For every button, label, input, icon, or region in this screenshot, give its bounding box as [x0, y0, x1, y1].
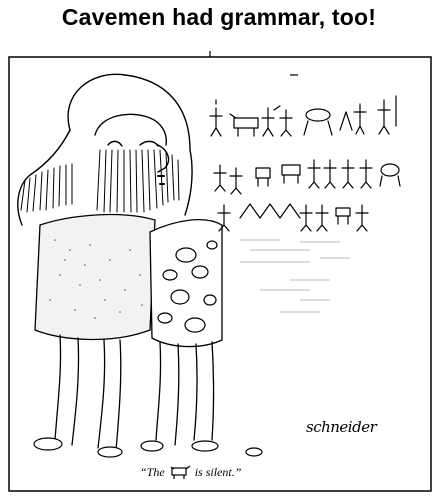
pictograph-row-2 — [214, 160, 400, 194]
cow-pictograph-icon — [168, 464, 192, 480]
pictograph-row-3 — [218, 204, 368, 231]
caveman-back — [18, 74, 192, 225]
headline: Cavemen had grammar, too! — [61, 4, 377, 30]
faint-wall-marks — [240, 240, 350, 312]
artist-signature: schneider — [306, 418, 377, 436]
caption — [140, 464, 310, 480]
pictograph-row-1 — [210, 96, 396, 136]
tunic-front — [150, 220, 222, 347]
beard-hatching-front — [97, 150, 179, 212]
legs — [55, 335, 214, 450]
tunic-back — [35, 215, 155, 340]
feet — [34, 438, 262, 457]
caveman-front — [95, 114, 179, 212]
pictograph-writing — [210, 96, 400, 231]
caption-rest: is silent.” — [194, 465, 242, 479]
stray-marks — [210, 51, 298, 75]
caption-open-quote: “The — [140, 465, 165, 479]
beard-hatching-back — [21, 164, 72, 212]
